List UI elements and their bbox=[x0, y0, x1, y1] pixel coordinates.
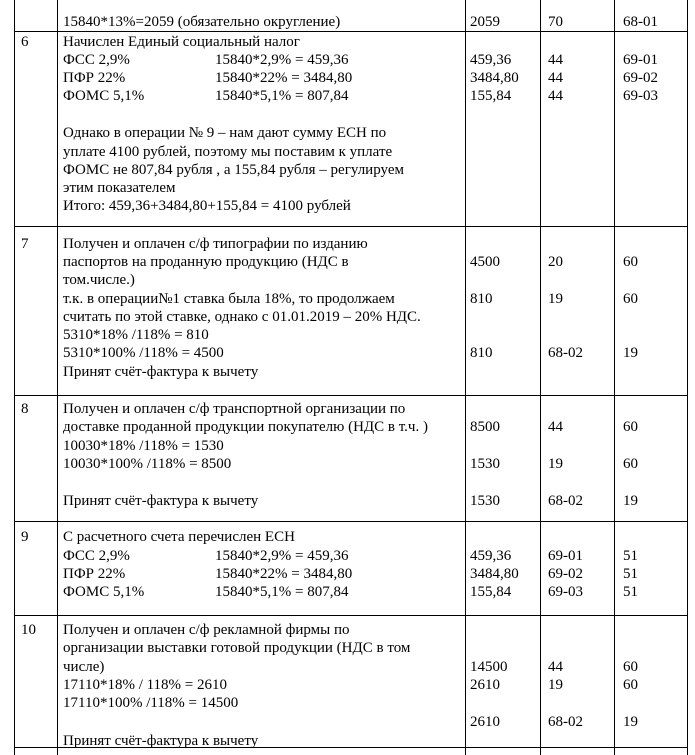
operation-calculation: 15840*2,9% = 459,36 bbox=[215, 52, 349, 68]
operation-description-line: уплате 4100 рублей, поэтому мы поставим к уплате bbox=[63, 144, 393, 160]
operation-description-line: Однако в операции № 9 – нам дают сумму ЕСН по bbox=[63, 125, 387, 141]
entry-credit-account: 19 bbox=[623, 345, 638, 361]
entry-debit-account: 69-01 bbox=[548, 548, 583, 564]
operation-description-line: организации выставки готовой продукции (НДС в том bbox=[63, 640, 411, 656]
entry-credit-account: 51 bbox=[623, 566, 638, 582]
operation-description-line: числе) bbox=[63, 659, 105, 675]
entry-debit-account: 68-02 bbox=[548, 714, 583, 730]
operation-description-line: ПФР 22% bbox=[63, 70, 126, 86]
entry-credit-account: 69-03 bbox=[623, 88, 658, 104]
entry-credit-account: 68-01 bbox=[623, 14, 658, 30]
entry-credit-account: 60 bbox=[623, 254, 638, 270]
operation-description-line: Принят счёт-фактура к вычету bbox=[63, 493, 259, 509]
entry-debit-account: 44 bbox=[548, 52, 563, 68]
operation-description-line: ФСС 2,9% bbox=[63, 548, 130, 564]
operation-description-line: т.к. в операции№1 ставка была 18%, то продолжаем bbox=[63, 291, 395, 307]
operation-description-line: ПФР 22% bbox=[63, 566, 126, 582]
entry-credit-account: 19 bbox=[623, 493, 638, 509]
operation-calculation: 15840*5,1% = 807,84 bbox=[215, 584, 349, 600]
operation-description-line: С расчетного счета перечислен ЕСН bbox=[63, 529, 295, 545]
entry-credit-account: 60 bbox=[623, 677, 638, 693]
operation-description-line: 17110*18% / 118% = 2610 bbox=[63, 677, 228, 693]
entry-debit-account: 69-03 bbox=[548, 584, 583, 600]
entry-sum: 459,36 bbox=[470, 52, 512, 68]
entry-credit-account: 69-01 bbox=[623, 52, 658, 68]
entry-debit-account: 44 bbox=[548, 419, 563, 435]
table-row-border bbox=[14, 521, 687, 522]
entry-debit-account: 70 bbox=[548, 14, 563, 30]
operation-description-line: ФОМС 5,1% bbox=[63, 88, 145, 104]
table-column-border bbox=[540, 0, 541, 755]
operation-description-line: 5310*18% /118% = 810 bbox=[63, 327, 209, 343]
operation-calculation: 15840*22% = 3484,80 bbox=[215, 566, 353, 582]
operation-calculation: 15840*22% = 3484,80 bbox=[215, 70, 353, 86]
entry-credit-account: 60 bbox=[623, 659, 638, 675]
operation-description-line: Получен и оплачен с/ф типографии по изданию bbox=[63, 236, 368, 252]
operation-description-line: ФОМС 5,1% bbox=[63, 584, 145, 600]
table-column-border bbox=[14, 0, 15, 755]
operation-number: 9 bbox=[21, 529, 29, 545]
entry-debit-account: 19 bbox=[548, 677, 563, 693]
operation-description-line: 5310*100% /118% = 4500 bbox=[63, 345, 224, 361]
entry-debit-account: 44 bbox=[548, 88, 563, 104]
operation-number: 8 bbox=[21, 401, 29, 417]
entry-sum: 2610 bbox=[470, 714, 500, 730]
operation-description-line: этим показателем bbox=[63, 180, 176, 196]
entry-debit-account: 19 bbox=[548, 456, 563, 472]
entry-credit-account: 60 bbox=[623, 419, 638, 435]
operation-description-line: паспортов на проданную продукцию (НДС в bbox=[63, 254, 349, 270]
entry-debit-account: 44 bbox=[548, 70, 563, 86]
operation-description-line: ФСС 2,9% bbox=[63, 52, 130, 68]
entry-debit-account: 68-02 bbox=[548, 345, 583, 361]
table-column-border bbox=[57, 0, 58, 755]
entry-sum: 2059 bbox=[470, 14, 500, 30]
operation-description-line: Получен и оплачен с/ф транспортной организации по bbox=[63, 401, 406, 417]
entry-credit-account: 51 bbox=[623, 548, 638, 564]
entry-sum: 4500 bbox=[470, 254, 500, 270]
entry-sum: 2610 bbox=[470, 677, 500, 693]
table-column-border bbox=[614, 0, 615, 755]
table-column-border bbox=[687, 0, 688, 755]
entry-credit-account: 60 bbox=[623, 291, 638, 307]
table-row-border bbox=[14, 615, 687, 616]
table-row-border bbox=[14, 226, 687, 227]
operation-number: 7 bbox=[21, 236, 29, 252]
operation-number: 6 bbox=[21, 34, 29, 50]
entry-sum: 8500 bbox=[470, 419, 500, 435]
operation-description-line: доставке проданной продукции покупателю (НДС в т.ч. ) bbox=[63, 419, 428, 435]
entry-sum: 155,84 bbox=[470, 584, 512, 600]
entry-sum: 810 bbox=[470, 345, 493, 361]
operation-description-line: том.числе.) bbox=[63, 272, 135, 288]
entry-sum: 459,36 bbox=[470, 548, 512, 564]
entry-sum: 3484,80 bbox=[470, 566, 519, 582]
operation-number: 10 bbox=[21, 622, 36, 638]
entry-debit-account: 20 bbox=[548, 254, 563, 270]
operation-description-line: 10030*100% /118% = 8500 bbox=[63, 456, 232, 472]
operation-description-line: ФОМС не 807,84 рубля , а 155,84 рубля – регулируем bbox=[63, 162, 404, 178]
operation-description-line: Итого: 459,36+3484,80+155,84 = 4100 рублей bbox=[63, 198, 351, 214]
entry-sum: 155,84 bbox=[470, 88, 512, 104]
operation-description-line: считать по этой ставке, однако с 01.01.2019 – 20% НДС. bbox=[63, 309, 421, 325]
operation-description-line: 17110*100% /118% = 14500 bbox=[63, 695, 239, 711]
entry-debit-account: 19 bbox=[548, 291, 563, 307]
operation-description-line: Принят счёт-фактура к вычету bbox=[63, 733, 259, 749]
operation-calculation: 15840*2,9% = 459,36 bbox=[215, 548, 349, 564]
entry-debit-account: 68-02 bbox=[548, 493, 583, 509]
entry-credit-account: 19 bbox=[623, 714, 638, 730]
entry-debit-account: 69-02 bbox=[548, 566, 583, 582]
operation-calculation: 15840*5,1% = 807,84 bbox=[215, 88, 349, 104]
entry-credit-account: 51 bbox=[623, 584, 638, 600]
entry-sum: 810 bbox=[470, 291, 493, 307]
entry-sum: 1530 bbox=[470, 456, 500, 472]
entry-sum: 14500 bbox=[470, 659, 508, 675]
table-row-border bbox=[14, 31, 687, 32]
operation-description-line: Начислен Единый социальный налог bbox=[63, 34, 300, 50]
entry-sum: 1530 bbox=[470, 493, 500, 509]
operation-description-line: 15840*13%=2059 (обязательно округление) bbox=[63, 14, 341, 30]
operation-description-line: Получен и оплачен с/ф рекламной фирмы по bbox=[63, 622, 350, 638]
entry-sum: 3484,80 bbox=[470, 70, 519, 86]
entry-credit-account: 60 bbox=[623, 456, 638, 472]
table-column-border bbox=[465, 0, 466, 755]
operation-description-line: 10030*18% /118% = 1530 bbox=[63, 438, 224, 454]
table-row-border bbox=[14, 395, 687, 396]
operation-description-line: Принят счёт-фактура к вычету bbox=[63, 364, 259, 380]
entry-debit-account: 44 bbox=[548, 659, 563, 675]
entry-credit-account: 69-02 bbox=[623, 70, 658, 86]
